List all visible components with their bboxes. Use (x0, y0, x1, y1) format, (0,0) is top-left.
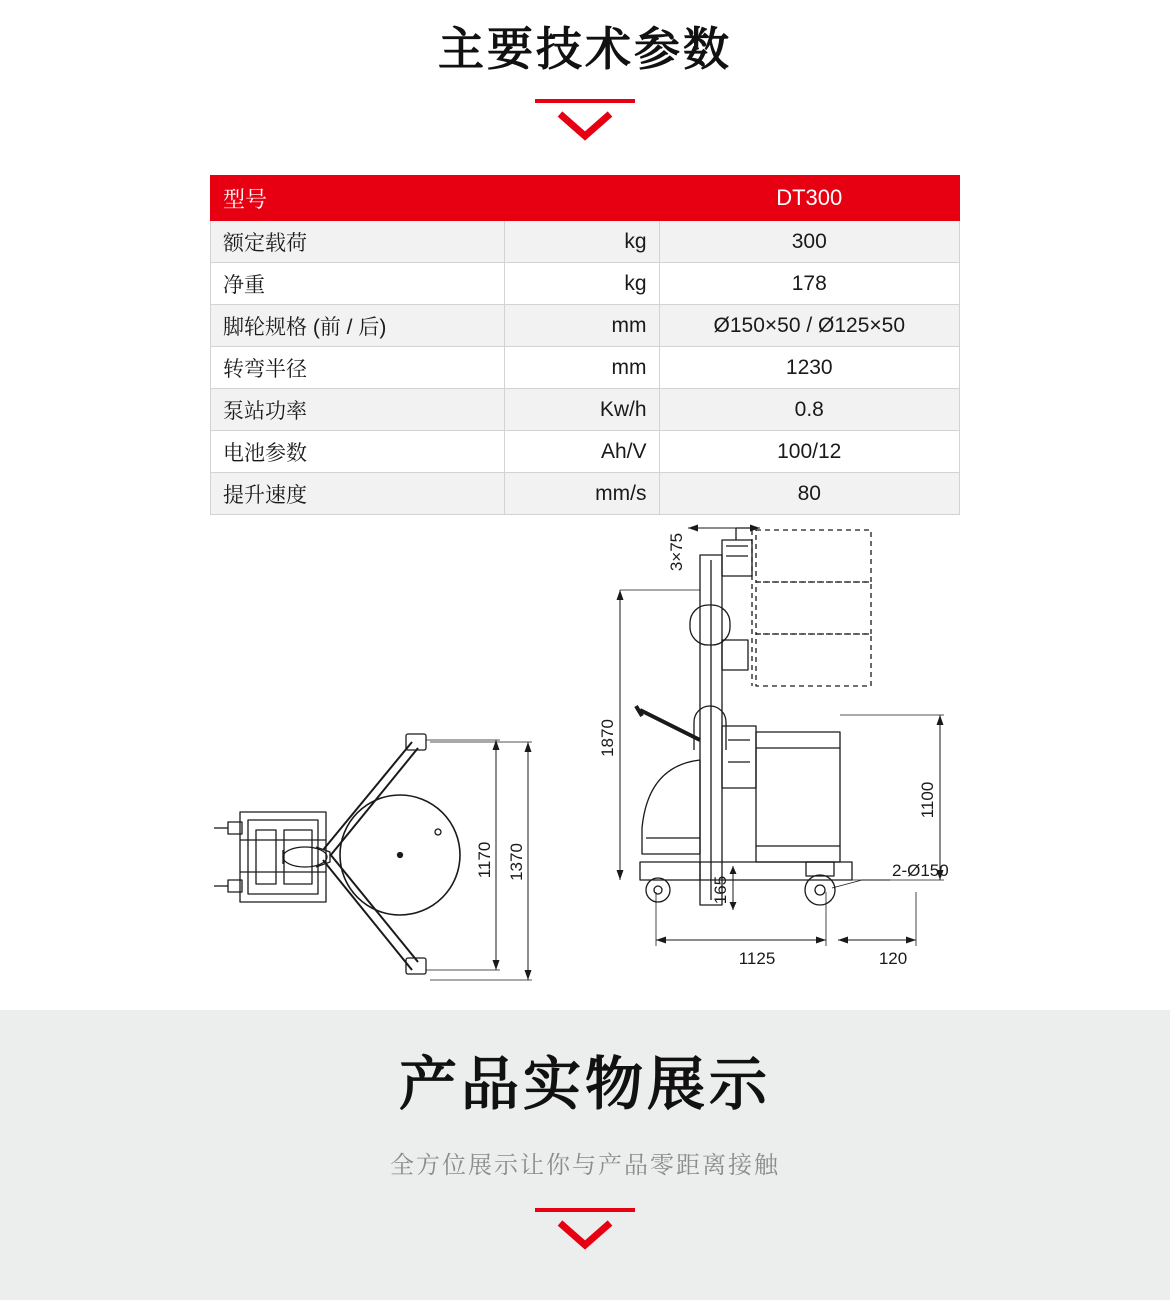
dim-label-1170: 1170 (475, 841, 494, 879)
row-value: 80 (659, 473, 960, 515)
table-row (211, 431, 960, 473)
spec-table-wrapper (210, 175, 960, 515)
dim-label-1370: 1370 (507, 843, 526, 881)
table-row (211, 389, 960, 431)
dim-label-3x75: 3×75 (667, 532, 686, 572)
row-name: 脚轮规格 (前 / 后) (211, 305, 505, 347)
technical-drawings (0, 500, 1170, 1010)
chevron-down-icon (554, 109, 616, 143)
row-name: 提升速度 (211, 473, 505, 515)
row-value: Ø150×50 / Ø125×50 (659, 305, 960, 347)
row-value: 0.8 (659, 389, 960, 431)
row-name: 额定载荷 (211, 221, 505, 263)
row-unit: kg (504, 263, 659, 305)
row-name: 转弯半径 (211, 347, 505, 389)
gallery-divider (535, 1208, 635, 1212)
table-row (211, 263, 960, 305)
spec-table (210, 175, 960, 515)
dim-label-2-d150: 2-Ø150 (892, 861, 949, 880)
table-header-model-value: DT300 (659, 176, 960, 221)
table-row (211, 305, 960, 347)
table-row (211, 347, 960, 389)
dim-label-1125: 1125 (738, 949, 776, 968)
row-name: 泵站功率 (211, 389, 505, 431)
row-name: 电池参数 (211, 431, 505, 473)
dim-label-120: 120 (878, 949, 908, 968)
gallery-title: 产品实物展示 (398, 1052, 771, 1117)
gallery-section (0, 1010, 1170, 1300)
side-view-drawing (617, 525, 945, 947)
row-value: 178 (659, 263, 960, 305)
row-value: 1230 (659, 347, 960, 389)
dim-label-1870: 1870 (598, 719, 617, 757)
chevron-down-icon (554, 1218, 616, 1252)
dim-label-1100: 1100 (918, 781, 937, 819)
dim-label-165: 165 (711, 875, 730, 905)
row-unit: mm (504, 347, 659, 389)
row-unit: mm (504, 305, 659, 347)
table-row (211, 221, 960, 263)
page-title: 主要技术参数 (438, 23, 732, 75)
row-value: 300 (659, 221, 960, 263)
table-header-model-label: 型号 (211, 176, 660, 221)
row-value: 100/12 (659, 431, 960, 473)
row-unit: mm/s (504, 473, 659, 515)
row-name: 净重 (211, 263, 505, 305)
title-divider (535, 99, 635, 103)
row-unit: Ah/V (504, 431, 659, 473)
table-header-row (211, 176, 960, 221)
drawings-svg (0, 500, 1170, 1010)
gallery-subtitle: 全方位展示让你与产品零距离接触 (390, 1151, 780, 1179)
row-unit: kg (504, 221, 659, 263)
row-unit: Kw/h (504, 389, 659, 431)
